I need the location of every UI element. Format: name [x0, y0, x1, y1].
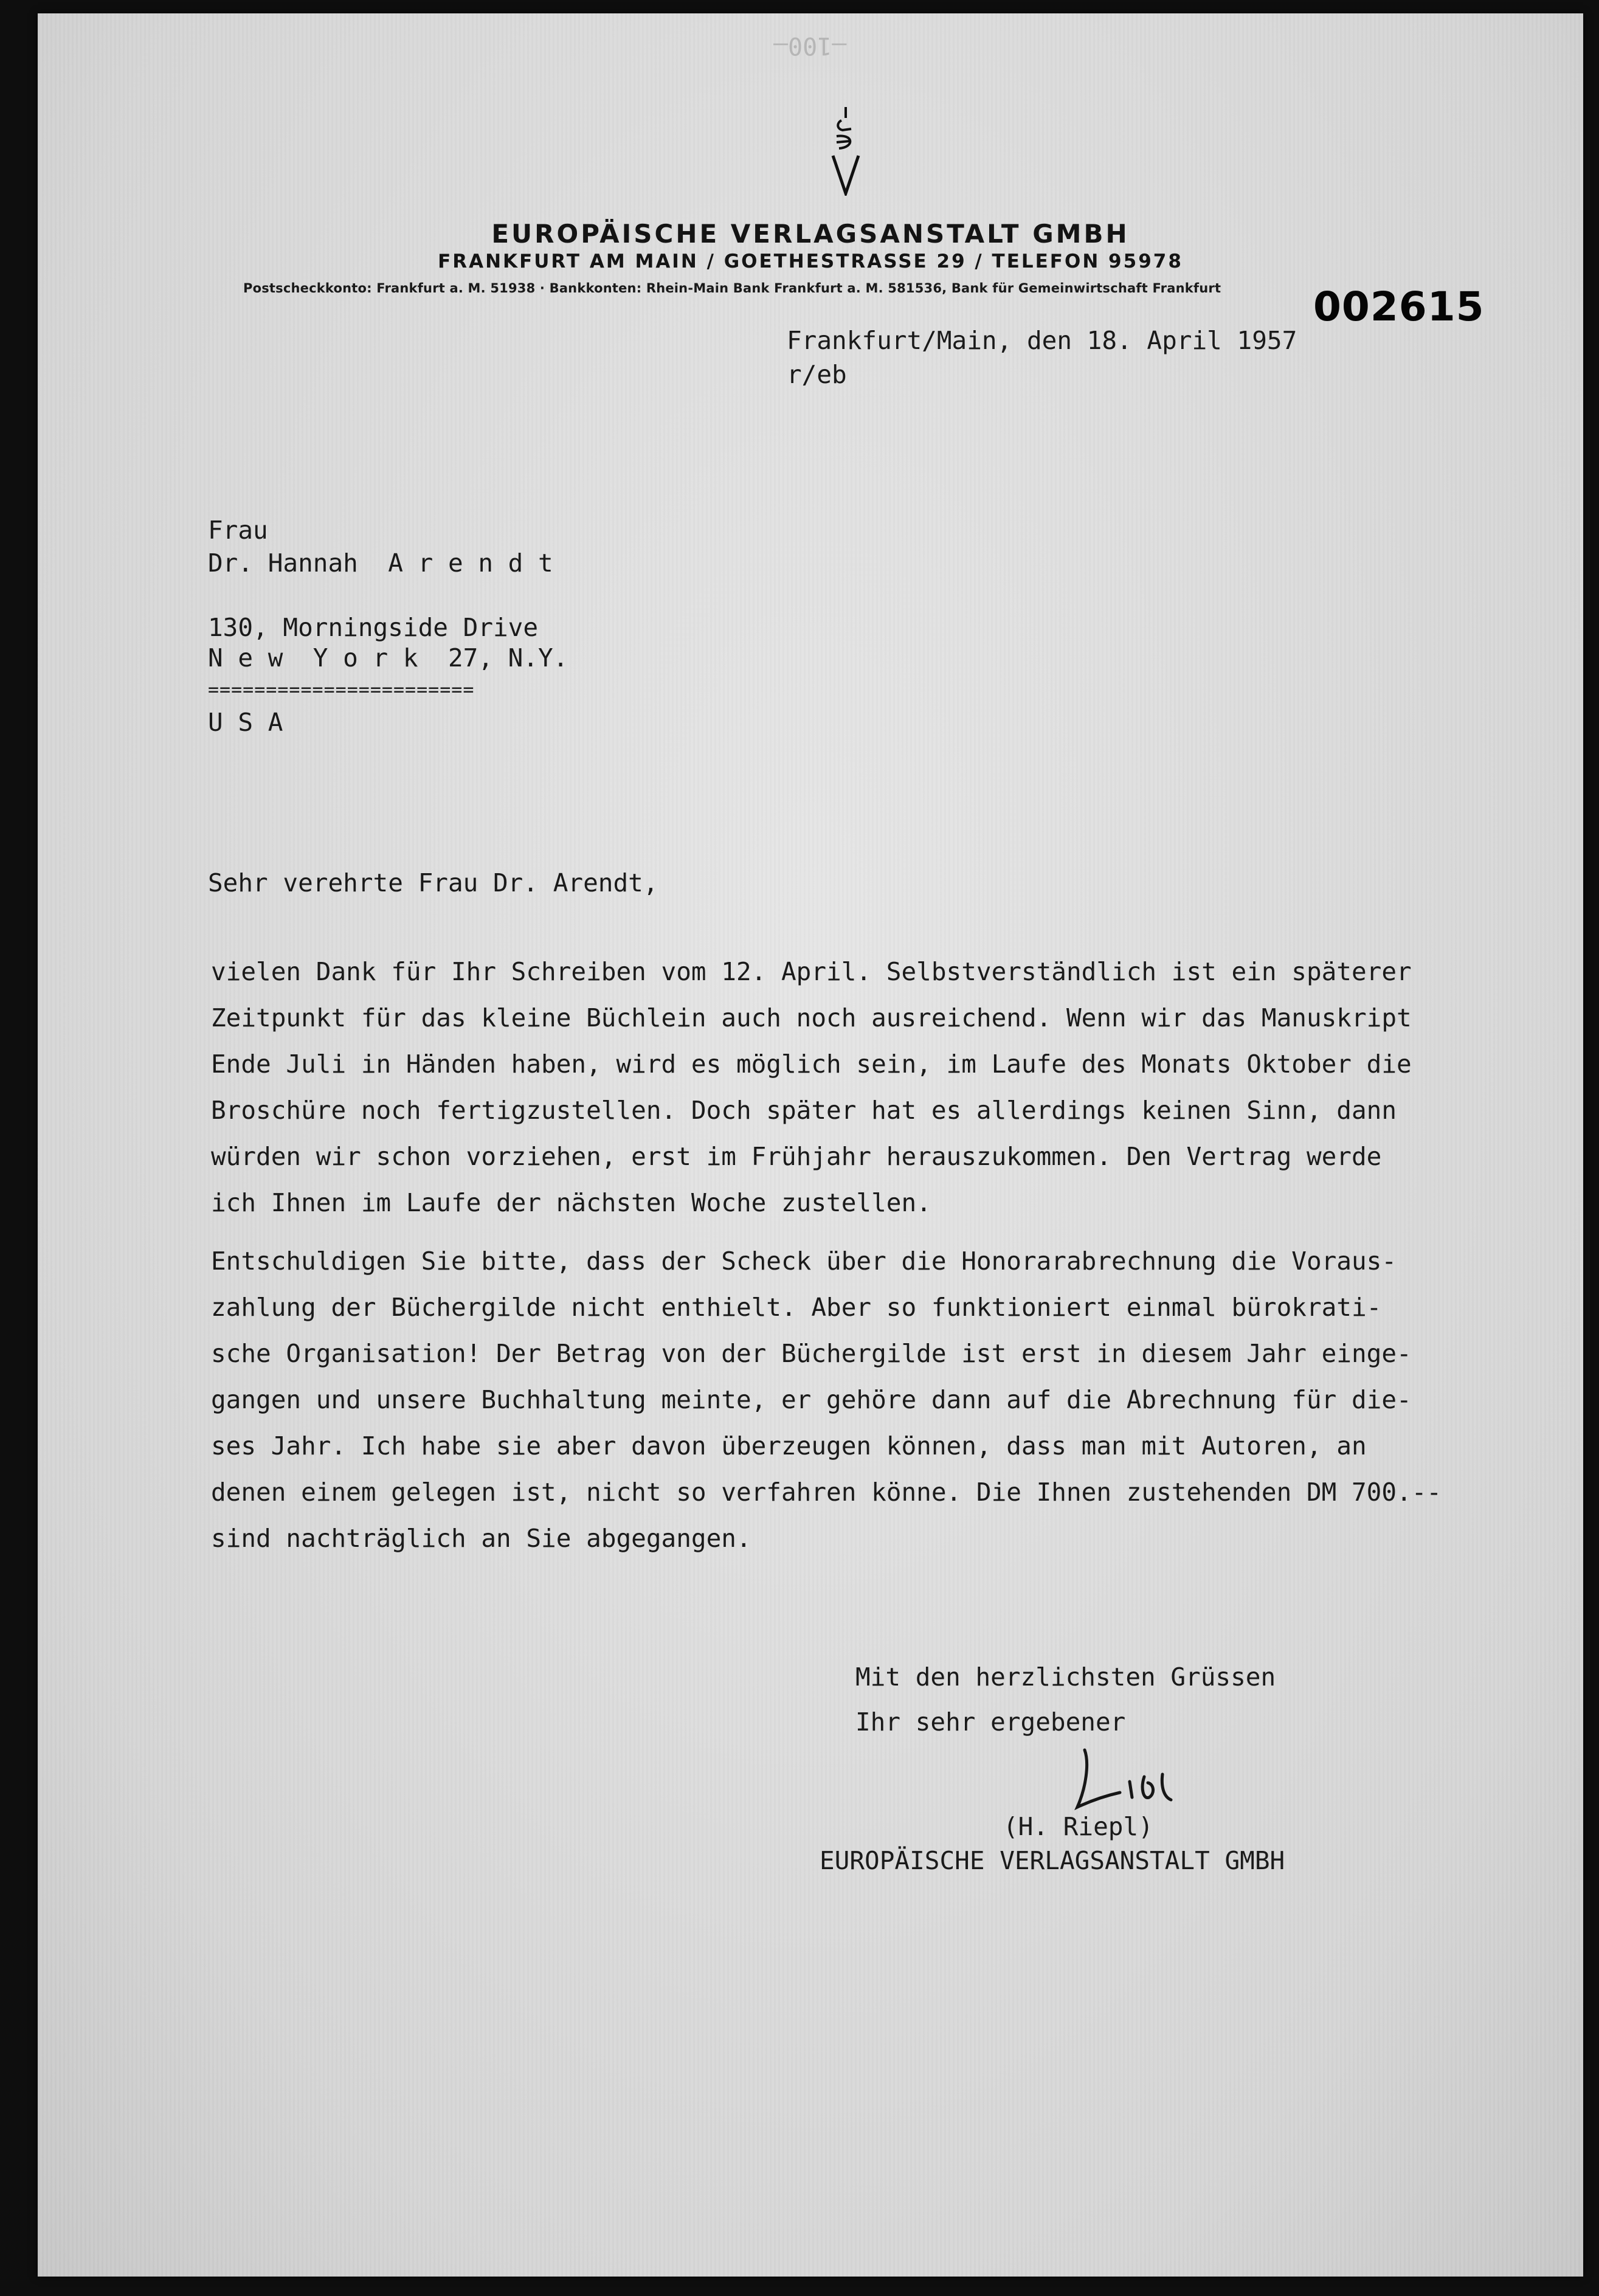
closing-line-2: Ihr sehr ergebener: [855, 1707, 1126, 1737]
paragraph-2-line: sind nachträglich an Sie abgegangen.: [211, 1524, 751, 1553]
paragraph-1-line: ich Ihnen im Laufe der nächsten Woche zustellen.: [211, 1188, 931, 1217]
paragraph-1-line: Ende Juli in Händen haben, wird es möglich sein, im Laufe des Monats Oktober die: [211, 1049, 1412, 1079]
paragraph-1-line: Zeitpunkt für das kleine Büchlein auch noch ausreichend. Wenn wir das Manuskript: [211, 1003, 1412, 1032]
document-number-stamp: 002615: [1313, 283, 1485, 330]
paragraph-1-line: würden wir schon vorziehen, erst im Frühjahr herauszukommen. Den Vertrag werde: [211, 1142, 1382, 1171]
recipient-street: 130, Morningside Drive: [208, 613, 539, 642]
paragraph-2-line: Entschuldigen Sie bitte, dass der Scheck über die Honorarabrechnung die Voraus-: [211, 1247, 1397, 1276]
paragraph-2: [211, 1238, 1442, 1561]
paragraph-2-line: denen einem gelegen ist, nicht so verfahren könne. Die Ihnen zustehenden DM 700.--: [211, 1478, 1442, 1507]
paragraph-1-line: vielen Dank für Ihr Schreiben vom 12. April. Selbstverständlich ist ein späterer: [211, 957, 1412, 986]
letterhead-address: FRANKFURT AM MAIN / GOETHESTRASSE 29 / TELEFON 95978: [438, 251, 1183, 272]
letterhead-bank-details: Postscheckkonto: Frankfurt a. M. 51938 · Bankkonten: Rhein-Main Bank Frankfurt a. M. 581536, Bank für Gemeinwirtschaft Frankfurt: [243, 281, 1221, 296]
reference-code: r/eb: [787, 360, 847, 389]
publisher-logo-icon: [818, 105, 873, 196]
paragraph-2-line: sche Organisation! Der Betrag von der Büchergilde ist erst in diesem Jahr einge-: [211, 1339, 1412, 1368]
recipient-name: Dr. Hannah A r e n d t: [208, 548, 553, 578]
paragraph-1-line: Broschüre noch fertigzustellen. Doch später hat es allerdings keinen Sinn, dann: [211, 1096, 1397, 1125]
recipient-title: Frau: [208, 516, 268, 545]
paragraph-2-line: ses Jahr. Ich habe sie aber davon überzeugen können, dass man mit Autoren, an: [211, 1431, 1367, 1461]
recipient-rule: =======================: [208, 679, 475, 700]
closing-line-1: Mit den herzlichsten Grüssen: [855, 1662, 1276, 1692]
paragraph-2-line: zahlung der Büchergilde nicht enthielt. Aber so funktioniert einmal bürokrati-: [211, 1293, 1382, 1322]
signer-company: EUROPÄISCHE VERLAGSANSTALT GMBH: [820, 1846, 1285, 1875]
paragraph-2-line: gangen und unsere Buchhaltung meinte, er gehöre dann auf die Abrechnung für die-: [211, 1385, 1412, 1414]
recipient-country: U S A: [208, 708, 283, 737]
recipient-city: N e w Y o r k 27, N.Y.: [208, 643, 568, 673]
dateline: Frankfurt/Main, den 18. April 1957: [787, 326, 1297, 355]
paragraph-1: [211, 949, 1412, 1226]
signer-name: (H. Riepl): [1003, 1812, 1153, 1841]
letterhead-company-name: EUROPÄISCHE VERLAGSANSTALT GMBH: [491, 219, 1130, 249]
top-edge-mark: —100—: [773, 32, 847, 60]
greeting: Sehr verehrte Frau Dr. Arendt,: [208, 868, 658, 897]
letter-page: [38, 13, 1583, 2277]
handwritten-signature: [1071, 1739, 1193, 1818]
